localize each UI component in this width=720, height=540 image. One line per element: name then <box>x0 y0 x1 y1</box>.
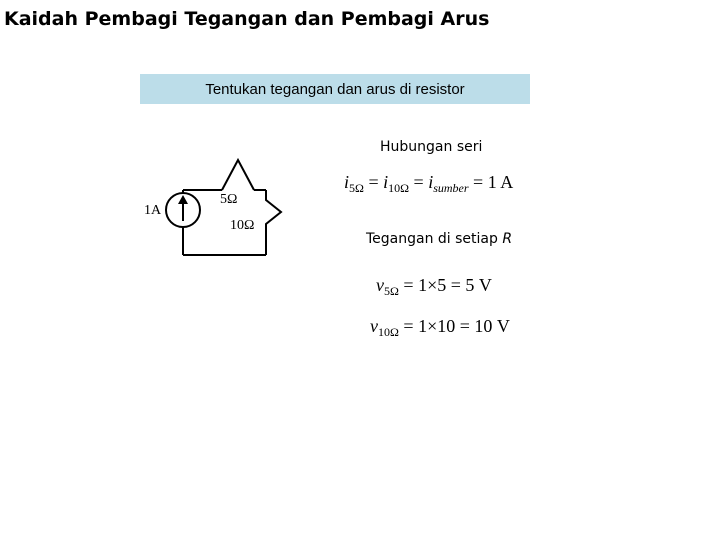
eq-sub3: sumber <box>433 181 469 195</box>
resistor-10-label: 10Ω <box>230 218 255 233</box>
v2-expr: = 1×10 = 10 V <box>398 316 510 336</box>
voltage-heading-var: R <box>502 231 513 247</box>
voltage-heading <box>366 231 512 247</box>
eq-sub2: 10Ω <box>388 181 410 195</box>
voltage-equation-10 <box>370 316 510 340</box>
source-label: 1A <box>144 203 162 218</box>
slide-title: Kaidah Pembagi Tegangan dan Pembagi Arus <box>4 8 490 30</box>
v2-symbol: v <box>370 316 378 336</box>
resistor-5-zigzag <box>222 160 254 190</box>
voltage-heading-prefix: Tegangan di setiap <box>366 231 503 247</box>
eq-i1: i <box>344 172 350 192</box>
resistor-5-label: 5Ω <box>220 192 238 207</box>
v2-sub: 10Ω <box>378 325 399 339</box>
banner-text: Tentukan tegangan dan arus di resistor <box>205 80 465 98</box>
v1-symbol: v <box>376 275 384 295</box>
eq-i3: i <box>428 172 434 192</box>
v1-sub: 5Ω <box>384 284 399 298</box>
resistor-10-zigzag <box>266 190 281 255</box>
voltage-equation-5 <box>376 275 492 299</box>
eq-i2: i <box>383 172 389 192</box>
current-equation <box>344 172 513 196</box>
eq-equals2: = <box>409 172 429 192</box>
v1-expr: = 1×5 = 5 V <box>398 275 492 295</box>
eq-equals3: = <box>468 172 488 192</box>
eq-sub1: 5Ω <box>349 181 364 195</box>
eq-value: 1 A <box>487 172 514 192</box>
eq-equals1: = <box>363 172 384 192</box>
series-heading: Hubungan seri <box>380 139 483 155</box>
